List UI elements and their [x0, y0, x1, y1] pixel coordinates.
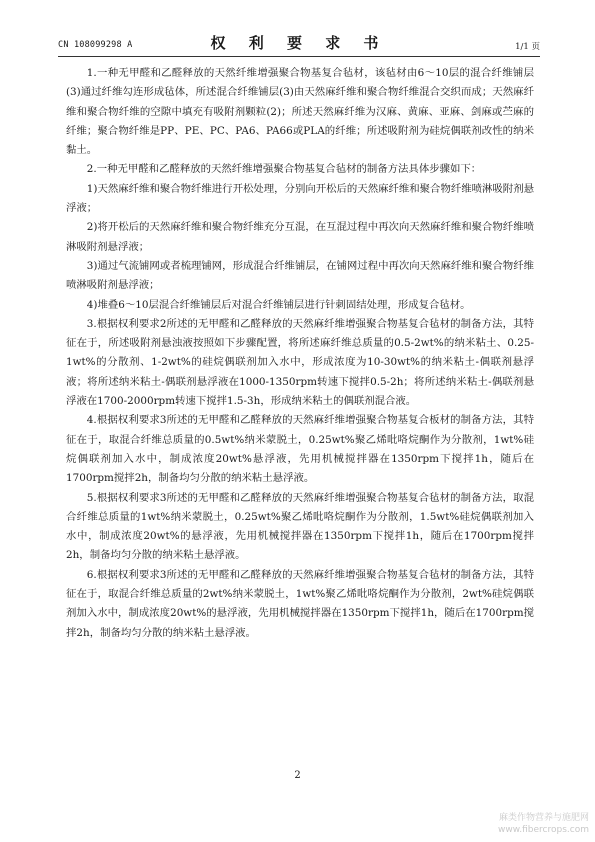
document-header	[58, 28, 540, 54]
watermark-url: www.fibercrops.com	[498, 825, 589, 835]
claim-paragraph: 1.一种无甲醛和乙醛释放的天然纤维增强聚合物基复合毡材，该毡材由6～10层的混合纤维铺层(3)通过纤维勾连形成毡体，所述混合纤维铺层(3)由天然麻纤维和聚合物纤维混合交织而成；天然麻纤维和聚合物纤维的空隙中填充有吸附剂颗粒(2)；所述天然麻纤维为汉麻、黄麻、亚麻、剑麻或苎麻的纤维；聚合物纤维是PP、PE、PC、PA6、PA66或PLA的纤维；所述吸附剂为硅烷偶联剂改性的纳米黏土。	[66, 67, 534, 157]
claims-body	[66, 64, 534, 643]
header-divider	[58, 56, 540, 57]
publication-number: CN 108099298 A	[58, 40, 133, 50]
page-count: 1/1 页	[515, 42, 540, 52]
claim-paragraph: 3.根据权利要求2所述的无甲醛和乙醛释放的天然麻纤维增强聚合物基复合毡材的制备方法，其特征在于，所述吸附剂悬浊液按照如下步骤配置，将所述麻纤维总质量的0.5-2wt%的纳米粘土、0.25-1wt%的分散剂、1-2wt%的硅烷偶联剂加入水中，形成浓度为10-30wt%的纳米粘土-偶联剂悬浮液；将所述纳米粘土-偶联剂悬浮液在1000-1350rpm转速下搅拌0.5-2h；将所述纳米粘土-偶联剂悬浮液在1700-2000rpm转速下搅拌1.5-3h，形成纳米粘土的偶联剂混合液。	[66, 317, 534, 408]
document-title: 权 利 要 求 书	[210, 34, 388, 52]
claim-step: 4)堆叠6～10层混合纤维铺层后对混合纤维铺层进行针刺固结处理，形成复合毡材。	[86, 298, 471, 311]
claim-paragraph: 2.一种无甲醛和乙醛释放的天然纤维增强聚合物基复合毡材的制备方法具体步骤如下：	[86, 163, 482, 176]
page-number: 2	[294, 770, 301, 781]
claim-paragraph: 4.根据权利要求3所述的无甲醛和乙醛释放的天然麻纤维增强聚合物基复合板材的制备方法，其特征在于，取混合纤维总质量的0.5wt%纳米蒙脱土，0.25wt%聚乙烯吡咯烷酮作为分散剂，1wt%硅烷偶联剂加入水中，制成浓度20wt%悬浮液，先用机械搅拌器在1350rpm下搅拌1h，随后在1700rpm搅拌2h，制备均匀分散的纳米粘土悬浮液。	[66, 414, 534, 485]
claim-paragraph: 6.根据权利要求3所述的无甲醛和乙醛释放的天然麻纤维增强聚合物基复合毡材的制备方法，其特征在于，取混合纤维总质量的2wt%纳米蒙脱土，1wt%聚乙烯吡咯烷酮作为分散剂，2wt%硅烷偶联剂加入水中，制成浓度20wt%的悬浮液，先用机械搅拌器在1350rpm下搅拌1h，随后在1700rpm搅拌2h，制备均匀分散的纳米粘土悬浮液。	[66, 568, 534, 639]
claim-step: 3)通过气流铺网或者梳理铺网，形成混合纤维铺层，在铺网过程中再次向天然麻纤维和聚合物纤维喷淋吸附剂悬浮液；	[66, 259, 534, 292]
claim-paragraph: 5.根据权利要求3所述的无甲醛和乙醛释放的天然麻纤维增强聚合物基复合毡材的制备方法，取混合纤维总质量的1wt%纳米蒙脱土，0.25wt%聚乙烯吡咯烷酮作为分散剂，1.5wt%硅烷偶联剂加入水中，制成浓度20wt%的悬浮液，先用机械搅拌器在1350rpm下搅拌1h，随后在1700rpm搅拌2h，制备均匀分散的纳米粘土悬浮液。	[66, 491, 534, 562]
site-watermark	[498, 812, 589, 836]
claim-step: 2)将开松后的天然麻纤维和聚合物纤维充分互混，在互混过程中再次向天然麻纤维和聚合物纤维喷淋吸附剂悬浮液；	[66, 221, 534, 253]
claim-step: 1)天然麻纤维和聚合物纤维进行开松处理，分别向开松后的天然麻纤维和聚合物纤维喷淋吸附剂悬浮液；	[66, 182, 534, 215]
watermark-title: 麻类作物营养与施肥网	[498, 813, 589, 823]
